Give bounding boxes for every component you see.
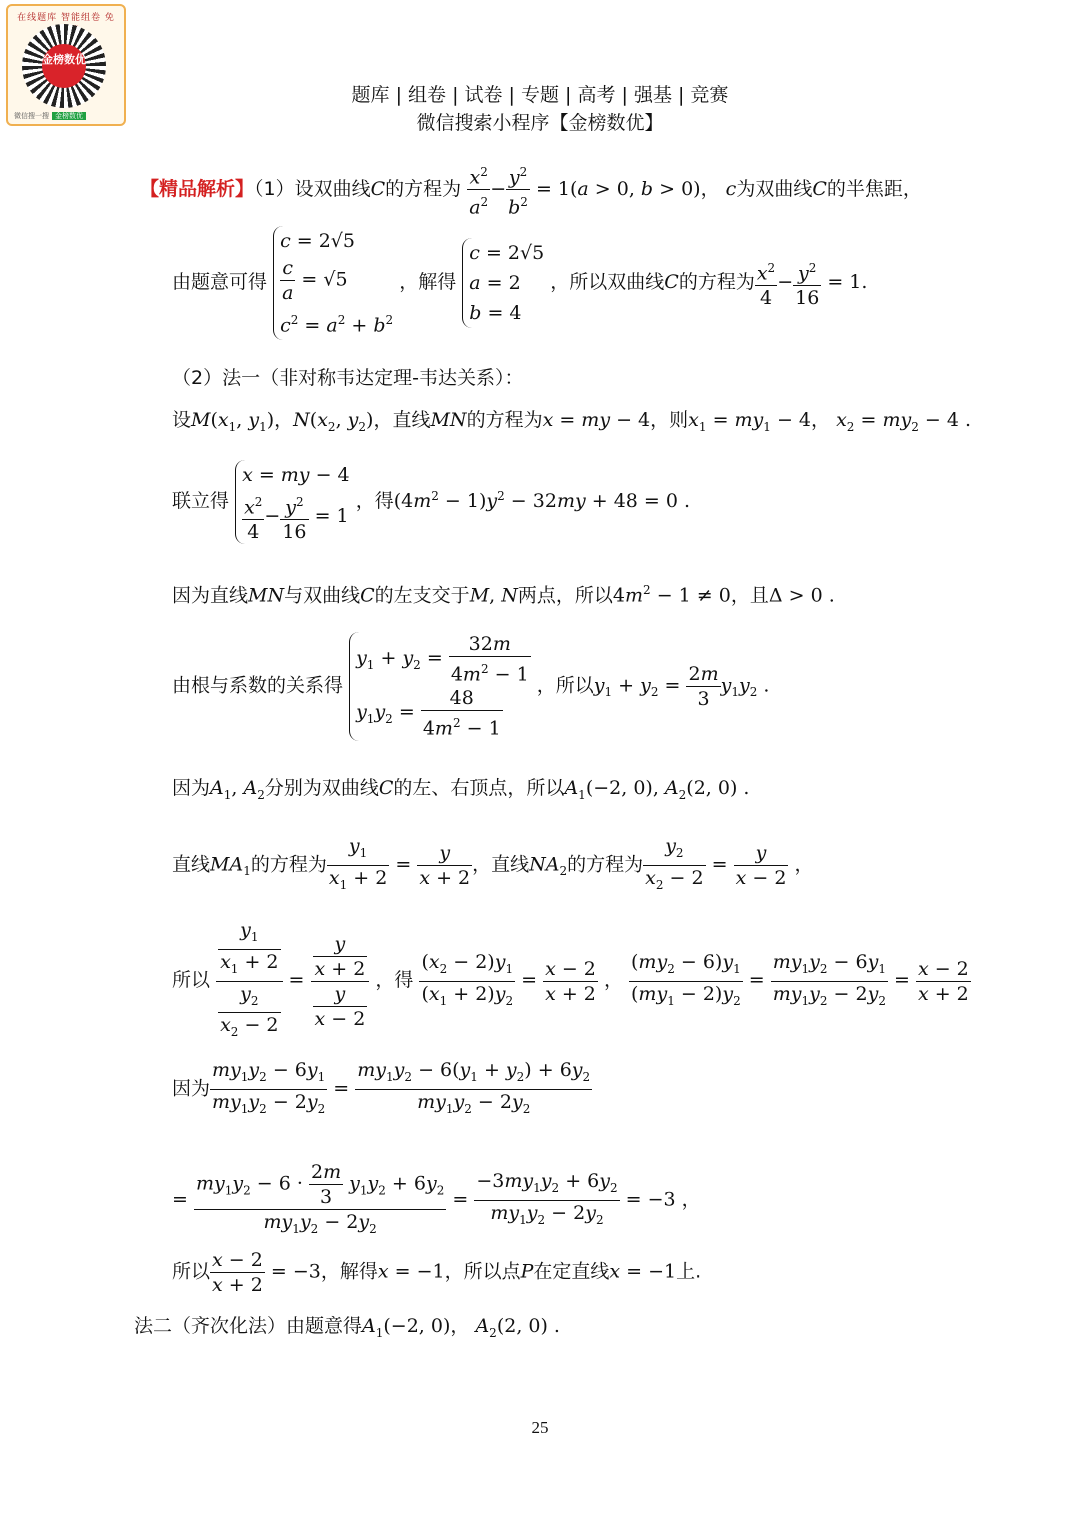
p2-solve: ，解得 xyxy=(399,271,457,294)
vertex-3: 的左、右顶点，所以 xyxy=(393,777,565,799)
vertex-1: 因为 xyxy=(172,777,211,799)
method2-line: 法二（齐次化法）由题意得$A_1(-2$, 0)， $A_2(2$, 0) . xyxy=(134,1315,560,1340)
set-points-line: 设$M(x_1$, $y_1$)，$N(x_2$, $y_2$)，直线MN的方程为x = my − 4，则$x_1 = my_1 - 4$， $x_2 = my_2 - 4$ . xyxy=(172,409,972,434)
line-eq-1: 的方程为 xyxy=(250,853,327,876)
p1-c-desc: 为双曲线 xyxy=(736,177,813,200)
p1-mid: 的方程为 xyxy=(385,177,462,200)
because-line: 因为 $\frac{my_1y_2 - 6y_1}{my_1y_2 - 2y_2}$ = $\frac{my_1y_2 - 6(y_1 + y_2) + 6y_2}{my_1y_2 - 2y_2}$ xyxy=(172,1059,591,1116)
intersect-1: 因为直线 xyxy=(172,584,249,607)
given-system: c = 2√5 $\frac{c}{a}$ = √5 $c^2 = a^2 + b^2$ xyxy=(273,226,393,340)
final-text2: 在定直线 xyxy=(533,1260,610,1283)
combine-label: 联立得 xyxy=(172,490,230,513)
frac-x2-a2: $\frac{x^2}{a^2}$ xyxy=(467,160,490,220)
line-na2: ，直线 xyxy=(472,853,530,876)
solution-line-1: 【精品解析】（1）设双曲线C的方程为 $\frac{x^2}{a^2}$ − $\frac{y^2}{b^2}$ = 1(a > 0, b > 0)， c为双曲线C的半焦距， xyxy=(140,160,922,220)
logo-arc-text: 在线题库 智能组卷 免 xyxy=(17,13,115,23)
logo-center: 金榜数优 xyxy=(42,44,86,88)
header-nav: 题库 | 组卷 | 试卷 | 专题 | 高考 | 强基 | 竞赛 xyxy=(351,84,729,106)
final-end: 上. xyxy=(676,1260,702,1283)
intersect-2: 与双曲线 xyxy=(284,584,361,607)
p2-result2: 的方程为 xyxy=(678,271,755,294)
set-then: ，则 xyxy=(650,409,689,431)
p2-intro: 由题意可得 xyxy=(172,271,268,294)
combine-line: 联立得 x = my − 4 $\frac{x^2}{4}$ − $\frac{y^2}{16}$ = 1 ，得$(4m^2 - 1)y^2 - 32my + 48 = 0$ . xyxy=(172,460,690,544)
combine-get: ，得 xyxy=(355,490,394,513)
vieta-so: ，所以 xyxy=(536,674,594,697)
logo-footer-text: 微信搜一搜 xyxy=(14,112,49,120)
p1-c-end: 的半焦距， xyxy=(826,177,922,200)
set-mid: ，直线 xyxy=(373,409,431,431)
vieta-label: 由根与系数的关系得 xyxy=(172,674,344,697)
intersect-3: 的左支交于 xyxy=(374,584,470,607)
intersect-4: 两点，所以 xyxy=(517,584,613,607)
set-prefix: 设 xyxy=(172,409,192,431)
p1-intro: （1）设双曲线 xyxy=(254,177,371,200)
intersect-5: ，且 xyxy=(730,584,769,607)
frac-y2-b2: $\frac{y^2}{b^2}$ xyxy=(506,160,530,220)
part2-title: （2）法一（非对称韦达定理-韦达关系）： xyxy=(172,367,524,389)
vieta-system: $y_1 + y_2$ = $\frac{32m}{4m^2 - 1}$ $y_1y_2$ = $\frac{48}{4m^2 - 1}$ xyxy=(349,632,531,741)
so-label-1: 所以 xyxy=(172,969,211,992)
combine-system: x = my − 4 $\frac{x^2}{4}$ − $\frac{y^2}{16}$ = 1 xyxy=(235,460,350,544)
p2-result: ，所以双曲线 xyxy=(550,271,665,294)
line-eq-2: 的方程为 xyxy=(567,853,644,876)
page-number: 25 xyxy=(531,1418,549,1437)
set-eq: 的方程为 xyxy=(466,409,543,431)
ratio-line: 所以 $\frac{\frac{y_1}{x_1 + 2}}{\frac{y_2}{x_2 - 2}}$ = $\frac{\frac{y}{x + 2}}{\frac{y}{x - 2}}$ ，得 $\frac{(x_2 - 2)y_1}{(x_1 + 2)y_2}$ = $\frac{x - 2}{x + 2}$ ， $\frac{(my_2 - 6)y_1}{(my_1 - 2)y_2}$ = $\frac{my_1y_2 - 6y_1}{my_1y_2 - 2y_2}$ = $\frac{x - 2}{x + 2}$ xyxy=(172,919,969,1040)
simplify-line: = $my_1y_2 - 6$ · $\frac{2m}{3}$ $y_1y_2 + 6y_2$ $my_1y_2 - 2y_2$ = $\frac{-3my_1y_2 + 6y_2}{my_1y_2 - 2y_2}$ = −3 ， xyxy=(172,1161,701,1236)
because-label: 因为 xyxy=(172,1077,211,1100)
solution-system-1: 由题意可得 c = 2√5 $\frac{c}{a}$ = √5 $c^2 = a^2 + b^2$ ，解得 c = 2√5 a = 2 b = 4 ，所以双曲线C的方程为 $\frac{x^2}{4}$ − $\frac{y^2}{16}$ = 1. xyxy=(172,226,867,340)
intersect-line: 因为直线MN与双曲线C的左支交于M, N两点，所以$4m^2 - 1 \ne 0$，且Δ > 0 . xyxy=(172,583,835,607)
solution-label: 【精品解析】 xyxy=(140,177,255,200)
final-line: 所以 $\frac{x - 2}{x + 2}$ = −3，解得x = −1，所以点P在定直线x = −1上. xyxy=(172,1249,702,1296)
logo-footer-badge: 金榜数优 xyxy=(52,112,86,120)
final-text: ，所以点 xyxy=(444,1260,521,1283)
p1-tail: ， xyxy=(700,177,720,200)
final-so: 所以 xyxy=(172,1260,211,1283)
method2-text: 法二（齐次化法）由题意得 xyxy=(134,1315,363,1337)
vertex-line: 因为$A_1$, $A_2$分别为双曲线C的左、右顶点，所以$A_1(-2$, 0), $A_2(2$, 0) . xyxy=(172,777,750,802)
solved-system: c = 2√5 a = 2 b = 4 xyxy=(462,238,544,328)
get-label-1: ，得 xyxy=(375,969,414,992)
vieta-line: 由根与系数的关系得 $y_1 + y_2$ = $\frac{32m}{4m^2 - 1}$ $y_1y_2$ = $\frac{48}{4m^2 - 1}$ ，所以$y_1 + y_2$ = $\frac{2m}{3}$ $y_1y_2$ . xyxy=(172,633,770,740)
final-solve: ，解得 xyxy=(320,1260,378,1283)
lines-equation: 直线$MA_1$的方程为 $\frac{y_1}{x_1 + 2}$ = $\frac{y}{x + 2}$ ，直线$NA_2$的方程为 $\frac{y_2}{x_2 - 2}$ = $\frac{y}{x - 2}$ ， xyxy=(172,835,814,892)
vertex-2: 分别为双曲线 xyxy=(264,777,379,799)
header-mini-program: 微信搜索小程序【金榜数优】 xyxy=(416,112,664,134)
line-ma1: 直线 xyxy=(172,853,211,876)
